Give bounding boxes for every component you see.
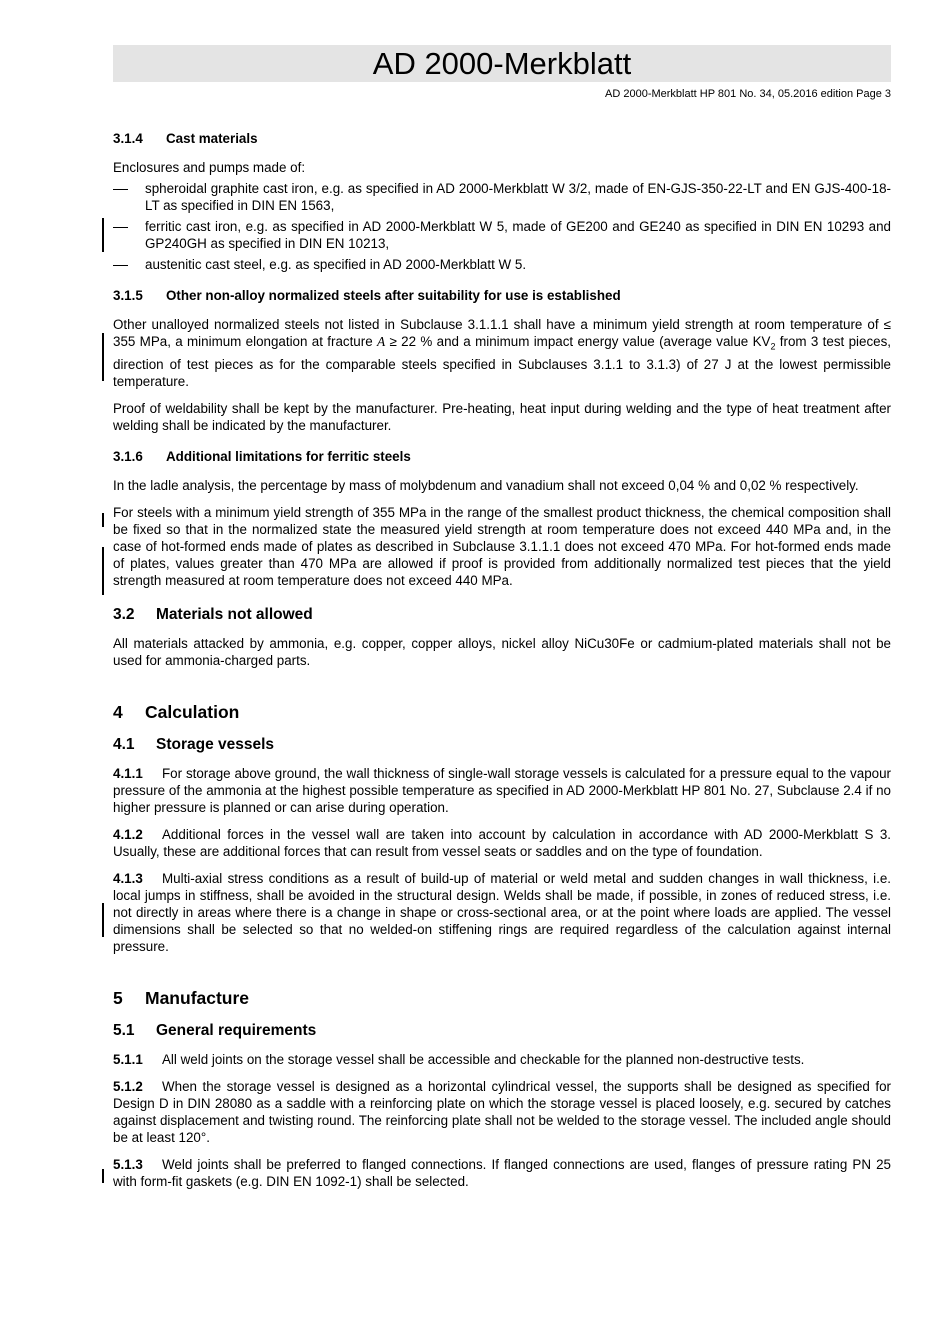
section-heading-3-1-5: 3.1.5 Other non-alloy normalized steels after suitability for use is established [113,288,621,303]
paragraph: In the ladle analysis, the percentage by mass of molybdenum and vanadium shall not exceed 0,04 % and 0,02 % respectively. [113,477,859,493]
document-body [113,130,891,1200]
change-bar [102,333,104,381]
section-heading-3-2: 3.2 Materials not allowed [113,605,313,623]
list-item: austenitic cast steel, e.g. as specified in AD 2000-Merkblatt W 5. [113,256,891,273]
section-heading-5-1: 5.1 General requirements [113,1021,317,1039]
document-title: AD 2000-Merkblatt [113,45,891,82]
dash-list [113,180,891,273]
change-bar [102,903,104,937]
paragraph: 4.1.1 For storage above ground, the wall thickness of single-wall storage vessels is calculated for a pressure equal to the vapour pressure of the ammonia at the highest possible temperature as specified in AD 2000-Merkblatt HP 801 No. 27, Subclause 2.4 if no higher pressure is planned or can arise during operation. [113,765,891,815]
paragraph: 5.1.2 When the storage vessel is designed as a horizontal cylindrical vessel, the supports shall be designed as specified for Design D in DIN 28080 as a saddle with a reinforcing plate on which the storage vessel is placed loosely, e.g. secured by catches against displacement and twisting round. The reinforcing plate shall not be welded to the storage vessel. The included angle should be at least 120°. [113,1078,891,1145]
paragraph: 4.1.2 Additional forces in the vessel wall are taken into account by calculation in accordance with AD 2000-Merkblatt S 3. Usually, these are additional forces that can result from vessel seats or saddles and on the type of foundation. [113,826,891,859]
page-reference: AD 2000-Merkblatt HP 801 No. 34, 05.2016 edition Page 3 [605,88,891,100]
section-heading-4-1: 4.1 Storage vessels [113,735,275,753]
paragraph: Other unalloyed normalized steels not listed in Subclause 3.1.1.1 shall have a minimum yield strength at room temperature of ≤ 355 MPa, a minimum elongation at fracture A ≥ 22 % and a minimum impact energy value (average value $KV_2$ from 3 test pieces, direction of test pieces as for the comparable steels specified in Subclauses 3.1.1 to 3.1.3) of 27 J at the lowest permissible temperature. [113,317,892,389]
paragraph: 5.1.3 Weld joints shall be preferred to flanged connections. If flanged connections are used, flanges of pressure rating PN 25 with form-fit gaskets (e.g. DIN EN 1092-1) shall be selected. [113,1156,891,1189]
list-item: spheroidal graphite cast iron, e.g. as specified in AD 2000-Merkblatt W 3/2, made of EN-GJS-350-22-LT and EN GJS-400-18-LT as specified in DIN EN 1563, [113,180,891,214]
change-bar [102,547,104,595]
change-bar [102,218,104,252]
change-bar [102,513,104,527]
paragraph: 5.1.1 All weld joints on the storage vessel shall be accessible and checkable for the planned non-destructive tests. [113,1051,805,1067]
section-heading-3-1-6: 3.1.6 Additional limitations for ferritic steels [113,448,411,464]
paragraph: Enclosures and pumps made of: [113,160,306,175]
section-heading-3-1-4: 3.1.4 Cast materials [113,131,258,146]
paragraph: For steels with a minimum yield strength of 355 MPa in the range of the smallest product thickness, the chemical composition shall be fixed so that in the normalized state the measured yield strength at room temperature does not exceed 440 MPa and, in the case of hot-formed ends made of plates as described in Subclause 3.1.1.1 does not exceed 470 MPa. For hot-formed ends made of plates, values greater than 470 MPa are allowed if proof is provided from additionally normalized test pieces that the yield strength measured at room temperature does not exceed 440 MPa. [113,504,891,588]
paragraph: All materials attacked by ammonia, e.g. copper, copper alloys, nickel alloy NiCu30Fe or cadmium-plated materials shall not be used for ammonia-charged parts. [113,635,891,668]
section-heading-4: 4 Calculation [113,701,240,722]
paragraph: 4.1.3 Multi-axial stress conditions as a result of build-up of material or weld metal and sudden changes in wall thickness, i.e. local jumps in stiffness, shall be avoided in the structural design. Welds shall be made, if possible, in zones of reduced stress, i.e. not directly in areas where there is a change in shape or cross-sectional area, or at the point where loads are applied. The vessel dimensions shall be selected so that no welded-on stiffening rings are required regardless of the calculation against internal pressure. [113,870,891,954]
list-item: ferritic cast iron, e.g. as specified in AD 2000-Merkblatt W 5, made of GE200 and GE240 as specified in DIN EN 10293 and GP240GH as specified in DIN EN 10213, [113,218,891,252]
change-bar [102,1169,104,1183]
section-heading-5: 5 Manufacture [113,987,250,1008]
paragraph: Proof of weldability shall be kept by the manufacturer. Pre-heating, heat input during welding and the type of heat treatment after welding shall be indicated by the manufacturer. [113,400,891,433]
